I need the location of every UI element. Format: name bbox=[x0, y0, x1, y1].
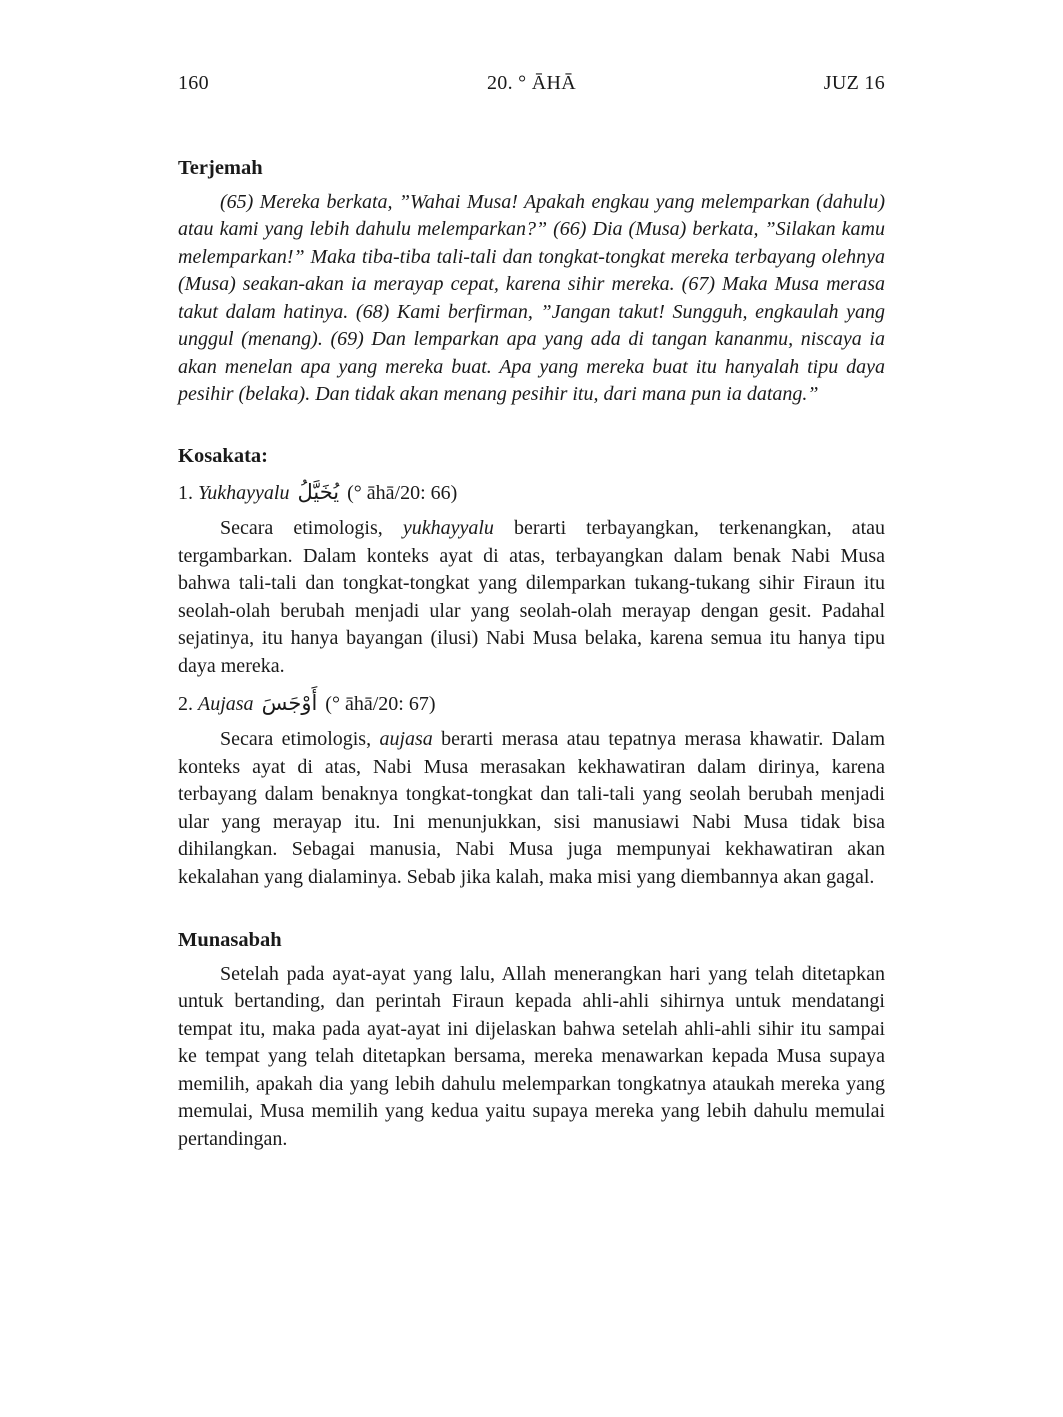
kosakata-item-number: 2. bbox=[178, 693, 193, 716]
munasabah-heading: Munasabah bbox=[178, 929, 282, 952]
kosakata-term: Aujasa bbox=[198, 693, 254, 716]
kosakata-term-arabic: يُخَيَّلُ bbox=[297, 480, 340, 505]
terjemah-body: (65) Mereka berkata, ”Wahai Musa! Apakah engkau yang melemparkan (dahulu) atau kami yang lebih dahulu melemparkan?” (66) Dia (Musa) berkata, ”Silakan kamu melemparkan!” Maka tiba-tiba tali-tali dan tongkat-tongkat mereka terbayang olehnya (Musa) seakan-akan ia merayap cepat, karena sihir mereka. (67) Maka Musa merasa takut dalam hatinya. (68) Kami berfirman, ”Jangan takut! Sungguh, engkaulah yang unggul (menang). (69) Dan lemparkan apa yang ada di tangan kananmu, niscaya ia akan menelan apa yang mereka buat. Apa yang mereka buat itu hanyalah tipu daya pesihir (belaka). Dan tidak akan menang pesihir itu, dari mana pun ia datang.” bbox=[178, 190, 885, 406]
kosakata-term-line-2 bbox=[178, 688, 885, 719]
kosakata-heading: Kosakata: bbox=[178, 444, 268, 467]
kosakata-body-term: yukhayyalu bbox=[402, 517, 494, 540]
kosakata-body-rest: berarti terbayangkan, terkenangkan, atau tergambarkan. Dalam konteks ayat di atas, terbayangkan dalam benak Nabi Musa bahwa tali-tali dan tongkat-tongkat yang dilemparkan tukang-tukang sihir Firaun itu seolah-olah berubah menjadi ular yang seolah-olah merayap dengan gesit. Padahal sejatinya, itu hanya bayangan (ilusi) Nabi Musa belaka, karena semua itu hanya tipu daya mereka. bbox=[178, 517, 886, 677]
chapter-title: 20. ° ĀHĀ bbox=[486, 72, 577, 94]
kosakata-body-2 bbox=[178, 726, 885, 891]
kosakata-body-1 bbox=[178, 515, 885, 680]
munasabah-body: Setelah pada ayat-ayat yang lalu, Allah menerangkan hari yang telah ditetapkan untuk bertanding, dan perintah Firaun kepada ahli-ahli sihirnya untuk mendatangi tempat itu, maka pada ayat-ayat ini dijelaskan bahwa setelah ahli-ahli sihir itu sampai ke tempat yang telah ditetapkan bersama, mereka menawarkan kepada Musa supaya memilih, apakah dia yang lebih dahulu melemparkan tongkatnya ataukah mereka yang memulai, Musa memilih yang kedua yaitu supaya mereka yang lebih dahulu memulai pertandingan. bbox=[178, 962, 885, 1150]
page-header bbox=[178, 72, 885, 95]
kosakata-term-line-1 bbox=[178, 477, 885, 508]
kosakata-body-rest: berarti merasa atau tepatnya merasa khawatir. Dalam konteks ayat di atas, Nabi Musa merasakan kekhawatiran dalam dirinya, karena terbayang dalam benaknya tongkat-tongkat dan tali-tali yang seolah berubah menjadi ular yang merayap itu. Ini menunjukkan, sisi manusiawi Nabi Musa tidak bisa dihilangkan. Sebagai manusia, Nabi Musa juga mempunyai kekhawatiran akan kekalahan yang dialaminya. Sebab jika kalah, maka misi yang diembannya akan gagal. bbox=[178, 728, 885, 888]
kosakata-term-reference: (° āhā/20: 66) bbox=[347, 482, 458, 505]
kosakata-term-arabic: أَوْجَسَ bbox=[261, 691, 318, 716]
page-number: 160 bbox=[178, 72, 209, 94]
terjemah-heading: Terjemah bbox=[178, 157, 263, 179]
kosakata-item-number: 1. bbox=[178, 482, 193, 505]
juz-label: JUZ 16 bbox=[823, 72, 886, 94]
kosakata-term: Yukhayyalu bbox=[198, 482, 290, 505]
kosakata-body-term: aujasa bbox=[379, 728, 433, 751]
kosakata-body-prefix: Secara etimologis, bbox=[220, 517, 383, 540]
kosakata-body-prefix: Secara etimologis, bbox=[220, 728, 372, 751]
kosakata-term-reference: (° āhā/20: 67) bbox=[325, 693, 436, 716]
